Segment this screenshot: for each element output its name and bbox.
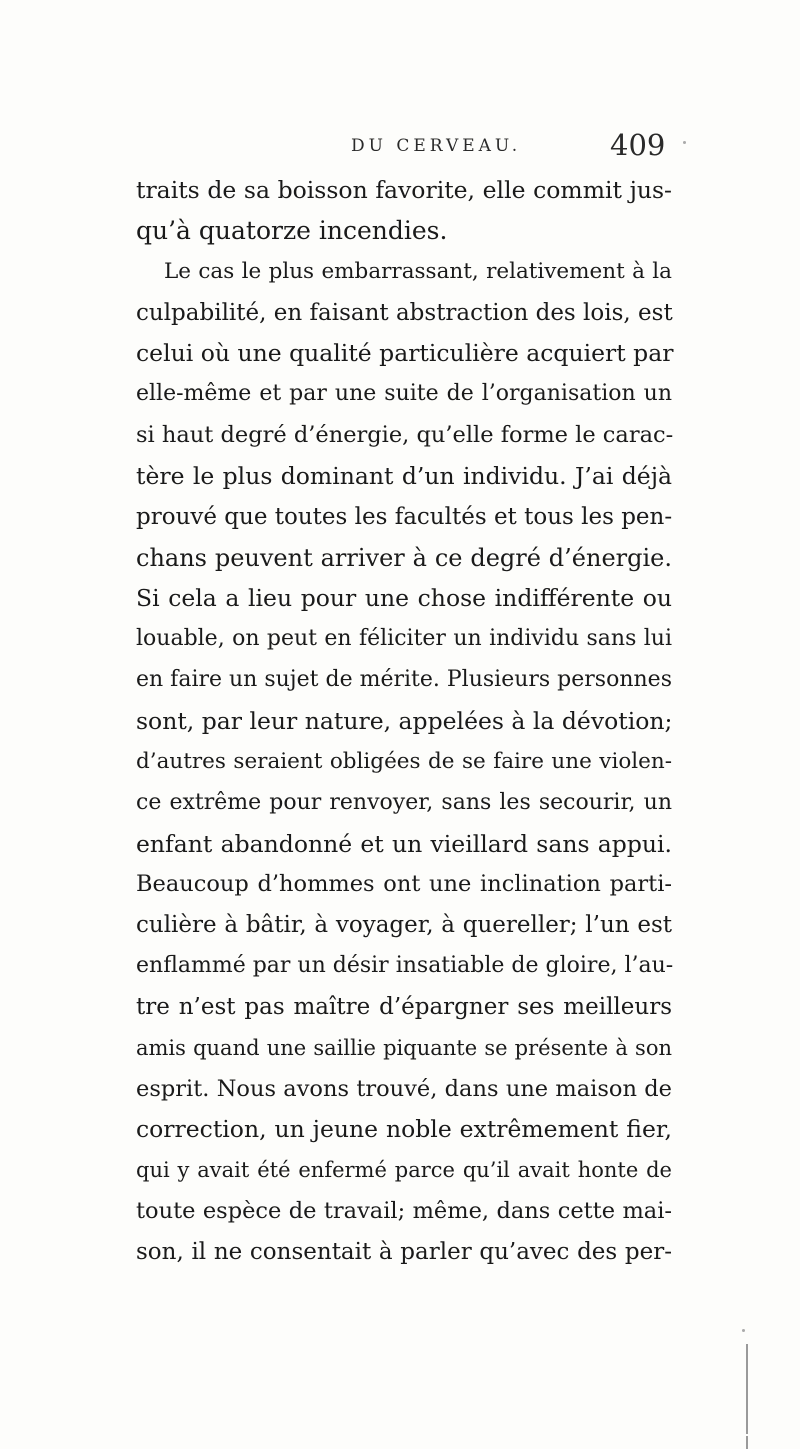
text-line: si haut degré d’énergie, qu’elle forme le carac- bbox=[136, 422, 674, 449]
paragraph-start-line: Le cas le plus embarrassant, relativement à la bbox=[164, 258, 672, 284]
text-line: sont, par leur nature, appelées à la dévotion; bbox=[136, 706, 673, 735]
text-line: amis quand une saillie piquante se présente à son bbox=[136, 1035, 672, 1060]
body-text bbox=[136, 170, 672, 1273]
page-header bbox=[0, 126, 800, 166]
text-line: correction, un jeune noble extrêmement fier, bbox=[136, 1115, 672, 1144]
text-line: culière à bâtir, à voyager, à quereller; l’un est bbox=[136, 912, 672, 939]
text-line: chans peuvent arriver à ce degré d’énergie. bbox=[136, 543, 672, 572]
running-head: DU CERVEAU. bbox=[351, 136, 522, 156]
text-line: Si cela a lieu pour une chose indifférente ou bbox=[136, 584, 672, 613]
ink-speck bbox=[683, 141, 686, 144]
text-line: tère le plus dominant d’un individu. J’ai déjà bbox=[136, 461, 672, 490]
text-line: Beaucoup d’hommes ont une inclination parti- bbox=[136, 871, 672, 898]
ink-speck bbox=[742, 1329, 745, 1332]
text-line: d’autres seraient obligées de se faire une violen- bbox=[136, 748, 672, 774]
text-line: prouvé que toutes les facultés et tous les pen- bbox=[136, 503, 673, 530]
text-line: son, il ne consentait à parler qu’avec des per- bbox=[136, 1238, 672, 1265]
text-line: tre n’est pas maître d’épargner ses meilleurs bbox=[136, 993, 672, 1020]
text-line: traits de sa boisson favorite, elle commit jus- bbox=[136, 176, 672, 204]
text-line: qu’à quatorze incendies. bbox=[136, 215, 448, 245]
text-line: louable, on peut en féliciter un individu sans lui bbox=[136, 626, 672, 652]
text-line: celui où une qualité particulière acquiert par bbox=[136, 339, 674, 368]
text-line: ce extrême pour renvoyer, sans les secourir, un bbox=[136, 789, 672, 815]
text-line: elle-même et par une suite de l’organisation un bbox=[136, 381, 672, 407]
text-line: en faire un sujet de mérite. Plusieurs personnes bbox=[136, 667, 672, 693]
text-line: culpabilité, en faisant abstraction des lois, est bbox=[136, 299, 673, 326]
text-line: esprit. Nous avons trouvé, dans une maison de bbox=[136, 1075, 672, 1102]
text-line: enflammé par un désir insatiable de gloire, l’au- bbox=[136, 953, 674, 979]
page-number: 409 bbox=[610, 128, 666, 162]
margin-mark bbox=[746, 1436, 748, 1449]
text-line: qui y avait été enfermé parce qu’il avait honte de bbox=[136, 1158, 672, 1183]
text-line: enfant abandonné et un vieillard sans appui. bbox=[136, 829, 672, 858]
text-line: toute espèce de travail; même, dans cette mai- bbox=[136, 1198, 672, 1225]
margin-mark bbox=[746, 1344, 748, 1434]
